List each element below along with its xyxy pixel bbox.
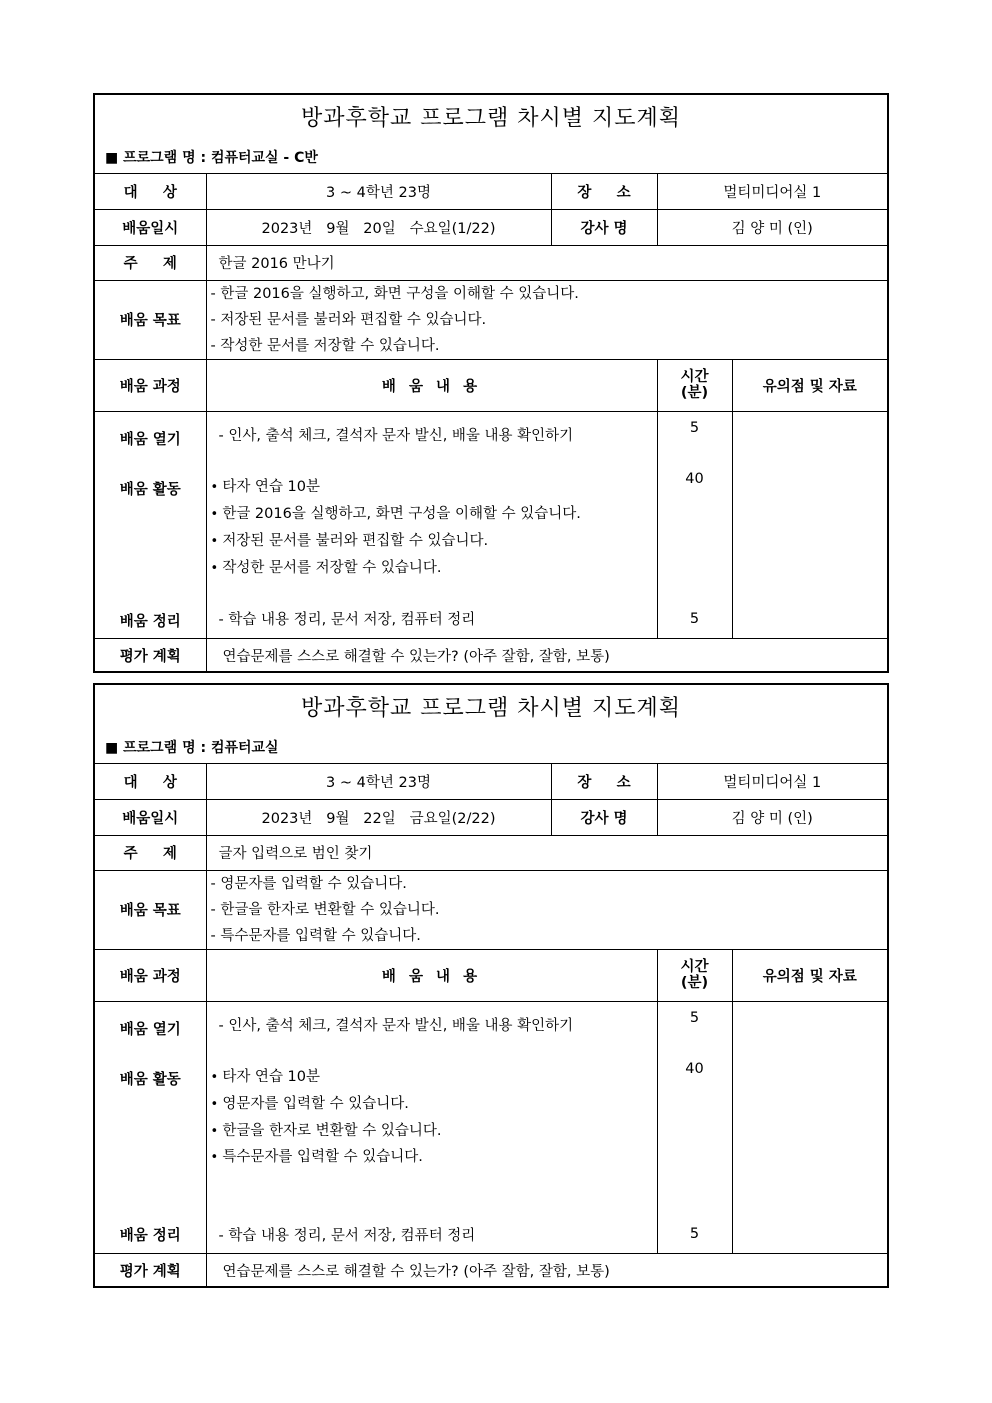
time-open: 5 [689, 1009, 700, 1026]
stage-activity: 배움 활동 [119, 1071, 181, 1088]
notes-header: 유의점 및 자료 [732, 359, 887, 411]
activity-text: 작성한 문서를 저장할 수 있습니다. [222, 559, 442, 576]
activity-item: • 영문자를 입력할 수 있습니다. [210, 1095, 409, 1112]
activity-item: • 특수문자를 입력할 수 있습니다. [210, 1148, 423, 1165]
activity-item: • 한글 2016을 실행하고, 화면 구성을 이해할 수 있습니다. [210, 505, 581, 522]
process-notes [732, 1001, 887, 1253]
goal-item: - 한글을 한자로 변환할 수 있습니다. [210, 901, 440, 918]
target-label: 대 상 [95, 174, 206, 209]
activity-text: 한글을 한자로 변환할 수 있습니다. [222, 1122, 442, 1139]
teacher-label: 강사 명 [551, 799, 657, 835]
activity-item: • 저장된 문서를 불러와 편집할 수 있습니다. [210, 532, 489, 549]
process-times [657, 1001, 732, 1253]
topic-value: 한글 2016 만나기 [206, 245, 887, 280]
activity-text: 타자 연습 10분 [222, 1068, 321, 1085]
plan-table [95, 174, 887, 673]
place-label: 장 소 [551, 764, 657, 799]
goal-item: - 특수문자를 입력할 수 있습니다. [210, 927, 421, 944]
time-open: 5 [689, 419, 700, 436]
activity-item: • 타자 연습 10분 [210, 478, 321, 495]
place-value: 멀티미디어실 1 [657, 174, 887, 209]
process-notes [732, 411, 887, 638]
lesson-plan-1 [93, 93, 889, 673]
eval-label: 평가 계획 [95, 638, 206, 673]
process-content [206, 411, 657, 638]
time-activity: 40 [685, 1060, 704, 1077]
stage-close: 배움 정리 [119, 613, 181, 630]
teacher-value: 김 양 미 (인) [657, 799, 887, 835]
process-stages [95, 411, 206, 638]
plan-header [95, 685, 887, 764]
process-header: 배움 과정 [95, 359, 206, 411]
activity-text: 영문자를 입력할 수 있습니다. [222, 1095, 409, 1112]
notes-header: 유의점 및 자료 [732, 949, 887, 1001]
target-value: 3 ~ 4학년 23명 [206, 174, 551, 209]
time-close: 5 [689, 1225, 700, 1242]
target-label: 대 상 [95, 764, 206, 799]
date-label: 배움일시 [95, 209, 206, 245]
goal-item: - 한글 2016을 실행하고, 화면 구성을 이해할 수 있습니다. [210, 285, 579, 302]
eval-label: 평가 계획 [95, 1253, 206, 1288]
activity-item: • 한글을 한자로 변환할 수 있습니다. [210, 1122, 442, 1139]
topic-label: 주 제 [95, 245, 206, 280]
activity-text: 저장된 문서를 불러와 편집할 수 있습니다. [222, 532, 489, 549]
target-value: 3 ~ 4학년 23명 [206, 764, 551, 799]
date-value: 2023년 9월 22일 금요일(2/22) [206, 799, 551, 835]
process-times [657, 411, 732, 638]
goal-label: 배움 목표 [95, 280, 206, 359]
open-content: - 인사, 출석 체크, 결석자 문자 발신, 배울 내용 확인하기 [218, 427, 574, 444]
date-value: 2023년 9월 20일 수요일(1/22) [206, 209, 551, 245]
time-header-line1: 시간 [680, 959, 709, 975]
content-header: 배 움 내 용 [206, 949, 657, 1001]
plan-table [95, 764, 887, 1288]
plan-header [95, 95, 887, 174]
time-activity: 40 [685, 470, 704, 487]
date-label: 배움일시 [95, 799, 206, 835]
time-header-line1: 시간 [680, 369, 709, 385]
eval-value: 연습문제를 스스로 해결할 수 있는가? (아주 잘함, 잘함, 보통) [206, 638, 887, 673]
process-stages [95, 1001, 206, 1253]
close-content: - 학습 내용 정리, 문서 저장, 컴퓨터 정리 [218, 1227, 476, 1244]
teacher-value: 김 양 미 (인) [657, 209, 887, 245]
process-content [206, 1001, 657, 1253]
time-header-line2: (분) [680, 385, 709, 401]
process-header: 배움 과정 [95, 949, 206, 1001]
program-name: ■ 프로그램 명 : 컴퓨터교실 [105, 740, 279, 756]
program-name: ■ 프로그램 명 : 컴퓨터교실 - C반 [105, 150, 318, 166]
time-header [657, 949, 732, 1001]
time-header-line2: (분) [680, 975, 709, 991]
place-label: 장 소 [551, 174, 657, 209]
activity-text: 특수문자를 입력할 수 있습니다. [222, 1148, 423, 1165]
activity-item: • 타자 연습 10분 [210, 1068, 321, 1085]
place-value: 멀티미디어실 1 [657, 764, 887, 799]
topic-label: 주 제 [95, 835, 206, 870]
activity-text: 타자 연습 10분 [222, 478, 321, 495]
time-close: 5 [689, 610, 700, 627]
lesson-plan-2 [93, 683, 889, 1288]
activity-item: • 작성한 문서를 저장할 수 있습니다. [210, 559, 442, 576]
plan-title: 방과후학교 프로그램 차시별 지도계획 [300, 696, 681, 721]
goal-list [206, 870, 887, 949]
content-header: 배 움 내 용 [206, 359, 657, 411]
goal-list [206, 280, 887, 359]
stage-open: 배움 열기 [119, 431, 181, 448]
goal-label: 배움 목표 [95, 870, 206, 949]
plan-title: 방과후학교 프로그램 차시별 지도계획 [300, 106, 681, 131]
open-content: - 인사, 출석 체크, 결석자 문자 발신, 배울 내용 확인하기 [218, 1017, 574, 1034]
stage-close: 배움 정리 [119, 1227, 181, 1244]
time-header [657, 359, 732, 411]
stage-open: 배움 열기 [119, 1021, 181, 1038]
teacher-label: 강사 명 [551, 209, 657, 245]
activity-text: 한글 2016을 실행하고, 화면 구성을 이해할 수 있습니다. [222, 505, 581, 522]
close-content: - 학습 내용 정리, 문서 저장, 컴퓨터 정리 [218, 611, 476, 628]
eval-value: 연습문제를 스스로 해결할 수 있는가? (아주 잘함, 잘함, 보통) [206, 1253, 887, 1288]
goal-item: - 영문자를 입력할 수 있습니다. [210, 875, 407, 892]
goal-item: - 작성한 문서를 저장할 수 있습니다. [210, 337, 440, 354]
topic-value: 글자 입력으로 범인 찾기 [206, 835, 887, 870]
stage-activity: 배움 활동 [119, 481, 181, 498]
goal-item: - 저장된 문서를 불러와 편집할 수 있습니다. [210, 311, 487, 328]
